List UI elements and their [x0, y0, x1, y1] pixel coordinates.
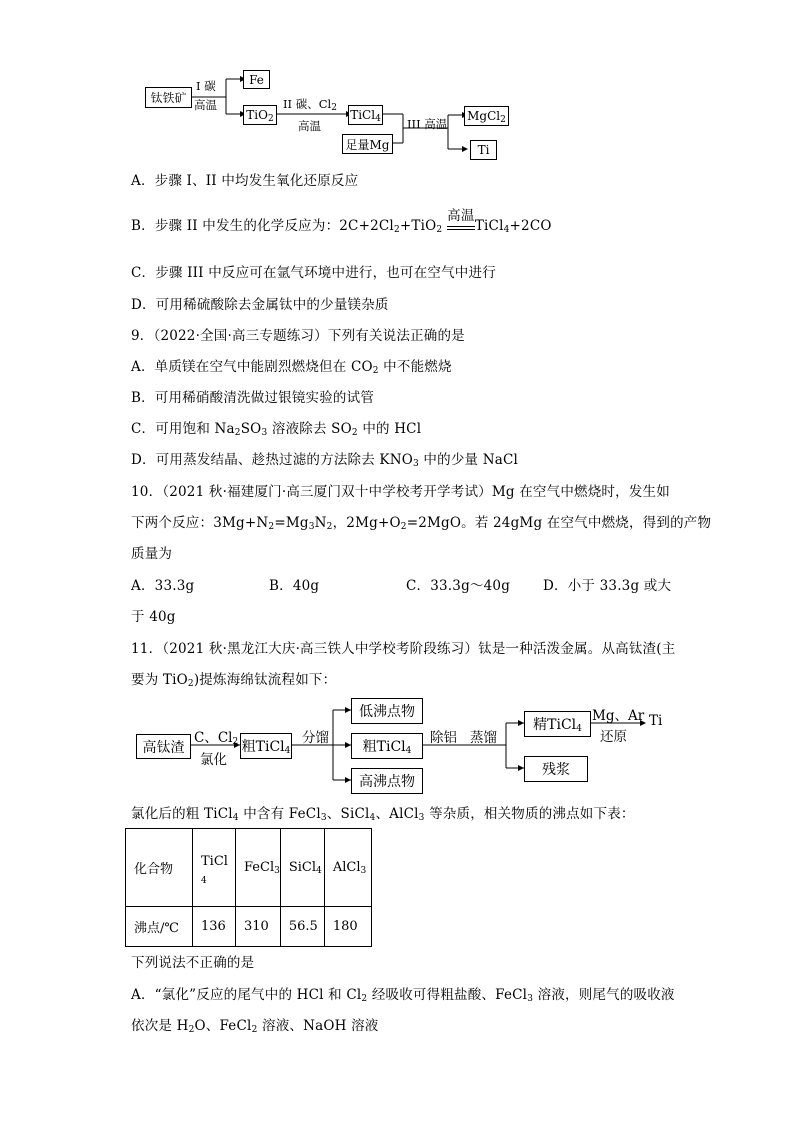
ti-product-label: Ti [649, 713, 663, 729]
ore-box [145, 87, 192, 108]
crude-ticl4-2-label: 粗TiCl$_4$ [362, 739, 412, 756]
q8-option-d: D．可用稀硫酸除去金属钛中的少量镁杂质 [131, 297, 389, 313]
fractional-distillation-label: 分馏 [302, 730, 329, 746]
q11-stem-line1: 11．（2021 秋·黑龙江大庆·高三铁人中学校考阶段练习）钛是一种活泼金属。从高钛渣(主 [131, 641, 676, 657]
q11-after-flow: 氯化后的粗 TiCl$_4$ 中含有 FeCl$_3$、SiCl$_4$、AlCl$_3$ 等杂质，相关物质的沸点如下表： [131, 806, 635, 823]
low-boiling-box [351, 698, 423, 724]
ti-box [470, 140, 497, 160]
remove-al-label: 除铝 [430, 730, 457, 746]
table-cell-sicl4: SiCl$_4$ [280, 829, 324, 907]
q11-option-a-line2: 依次是 $H_2O$、FeCl$_2$ 溶液、NaOH 溶液 [131, 1018, 379, 1035]
table-cell-bp-sicl4: 56.5 [280, 907, 324, 947]
high-boiling-box [351, 768, 423, 794]
table-cell-ticl4: TiCl 4 [193, 829, 236, 907]
q9-option-b: B．可用稀硝酸清洗做过银镜实验的试管 [131, 390, 375, 406]
table-cell-fecl3: FeCl$_3$ [236, 829, 281, 907]
table-row-label-bp: 沸点/℃ [126, 907, 193, 947]
reduction-reagents: Mg、Ar [592, 708, 645, 724]
tio2-label: TiO$_2$ [246, 108, 274, 124]
boiling-point-table [125, 828, 372, 947]
q10-stem-line2: 下两个反应：$3Mg+N_2=Mg_3N_2$，$2Mg+O_2=2MgO$。若 24gMg 在空气中燃烧，得到的产物 [131, 515, 712, 532]
ticl4-box [348, 105, 383, 125]
table-cell-bp-fecl3: 310 [236, 907, 281, 947]
step1-condition: 高温 [194, 98, 217, 112]
table-cell-alcl3: AlCl$_3$ [324, 829, 371, 907]
distillation-label: 蒸馏 [470, 730, 497, 746]
q11-stem-line2: 要为 TiO$_2$)提炼海绵钛流程如下： [131, 672, 337, 689]
fe-label: Fe [249, 72, 264, 87]
q8-option-a: A．步骤 I、II 中均发生氧化还原反应 [131, 173, 359, 189]
crude-ticl4-2-box [351, 733, 423, 759]
q10-stem-line3: 质量为 [131, 546, 173, 562]
q9-option-c: C．可用饱和 $Na_2SO_3$ 溶液除去 $SO_2$ 中的 HCl [131, 421, 422, 438]
ore-label: 钛铁矿 [150, 91, 187, 105]
q8-option-b: B．步骤 II 中发生的化学反应为：$2C+2Cl_2+TiO_2$ 高温 TiCl$_4$+2CO [131, 208, 552, 235]
table-cell-bp-alcl3: 180 [324, 907, 371, 947]
slag-label: 高钛渣 [142, 739, 185, 756]
ti-label: Ti [477, 143, 490, 157]
q10-option-d-continued: 于 40g [131, 609, 176, 625]
reaction-condition: 高温 [447, 220, 475, 230]
mgcl2-box [464, 106, 509, 126]
low-boiling-label: 低沸点物 [359, 704, 415, 720]
step1-label: I 碳 [196, 79, 216, 93]
q9-option-d: D．可用蒸发结晶、趁热过滤的方法除去 $KNO_3$ 中的少量 NaCl [131, 452, 519, 469]
q11-question: 下列说法不正确的是 [131, 955, 255, 971]
pure-ticl4-label: 精TiCl$_4$ [533, 717, 582, 734]
high-boiling-label: 高沸点物 [359, 774, 415, 790]
q10-option-c: C．33.3g～40g [406, 578, 511, 594]
crude-ticl4-box [240, 733, 292, 759]
tio2-box [243, 105, 277, 125]
chlorination-reagents: C、$Cl_2$ [194, 730, 239, 747]
crude-ticl4-label: 粗TiCl$_4$ [241, 739, 291, 756]
step2-label: II 碳、$Cl_2$ [283, 97, 337, 113]
q10-option-d: D．小于 33.3g 或大 [543, 578, 672, 594]
table-header-compound: 化合物 [126, 829, 193, 907]
q8-option-c: C．步骤 III 中反应可在氩气环境中进行，也可在空气中进行 [131, 265, 496, 281]
reduction-label: 还原 [600, 729, 627, 745]
q9-stem: 9．（2022·全国·高三专题练习）下列有关说法正确的是 [131, 328, 465, 344]
q10-option-b: B．40g [269, 578, 320, 594]
q10-stem-line1: 10．（2021 秋·福建厦门·高三厦门双十中学校考开学考试）Mg 在空气中燃烧时，发生如 [131, 484, 670, 500]
fe-box [243, 70, 270, 89]
mg-box [342, 134, 393, 154]
residue-box [524, 756, 588, 782]
step3-label: III 高温 [407, 117, 448, 131]
ticl4-label: TiCl$_4$ [350, 108, 381, 124]
step2-condition: 高温 [298, 119, 321, 133]
mg-label: 足量Mg [345, 137, 390, 152]
table-cell-bp-ticl4: 136 [193, 907, 236, 947]
slag-box [136, 734, 191, 759]
q10-option-a: A．33.3g [131, 578, 195, 594]
mgcl2-label: MgCl$_2$ [467, 109, 506, 125]
residue-label: 残浆 [542, 762, 570, 778]
chlorination-label: 氯化 [200, 752, 227, 768]
pure-ticl4-box [524, 711, 591, 737]
q11-option-a-line1: A．“氯化”反应的尾气中的 HCl 和 $Cl_2$ 经吸收可得粗盐酸、FeCl$_3$ 溶液，则尾气的吸收液 [131, 987, 675, 1004]
q9-option-a: A．单质镁在空气中能剧烈燃烧但在 $CO_2$ 中不能燃烧 [131, 359, 452, 376]
